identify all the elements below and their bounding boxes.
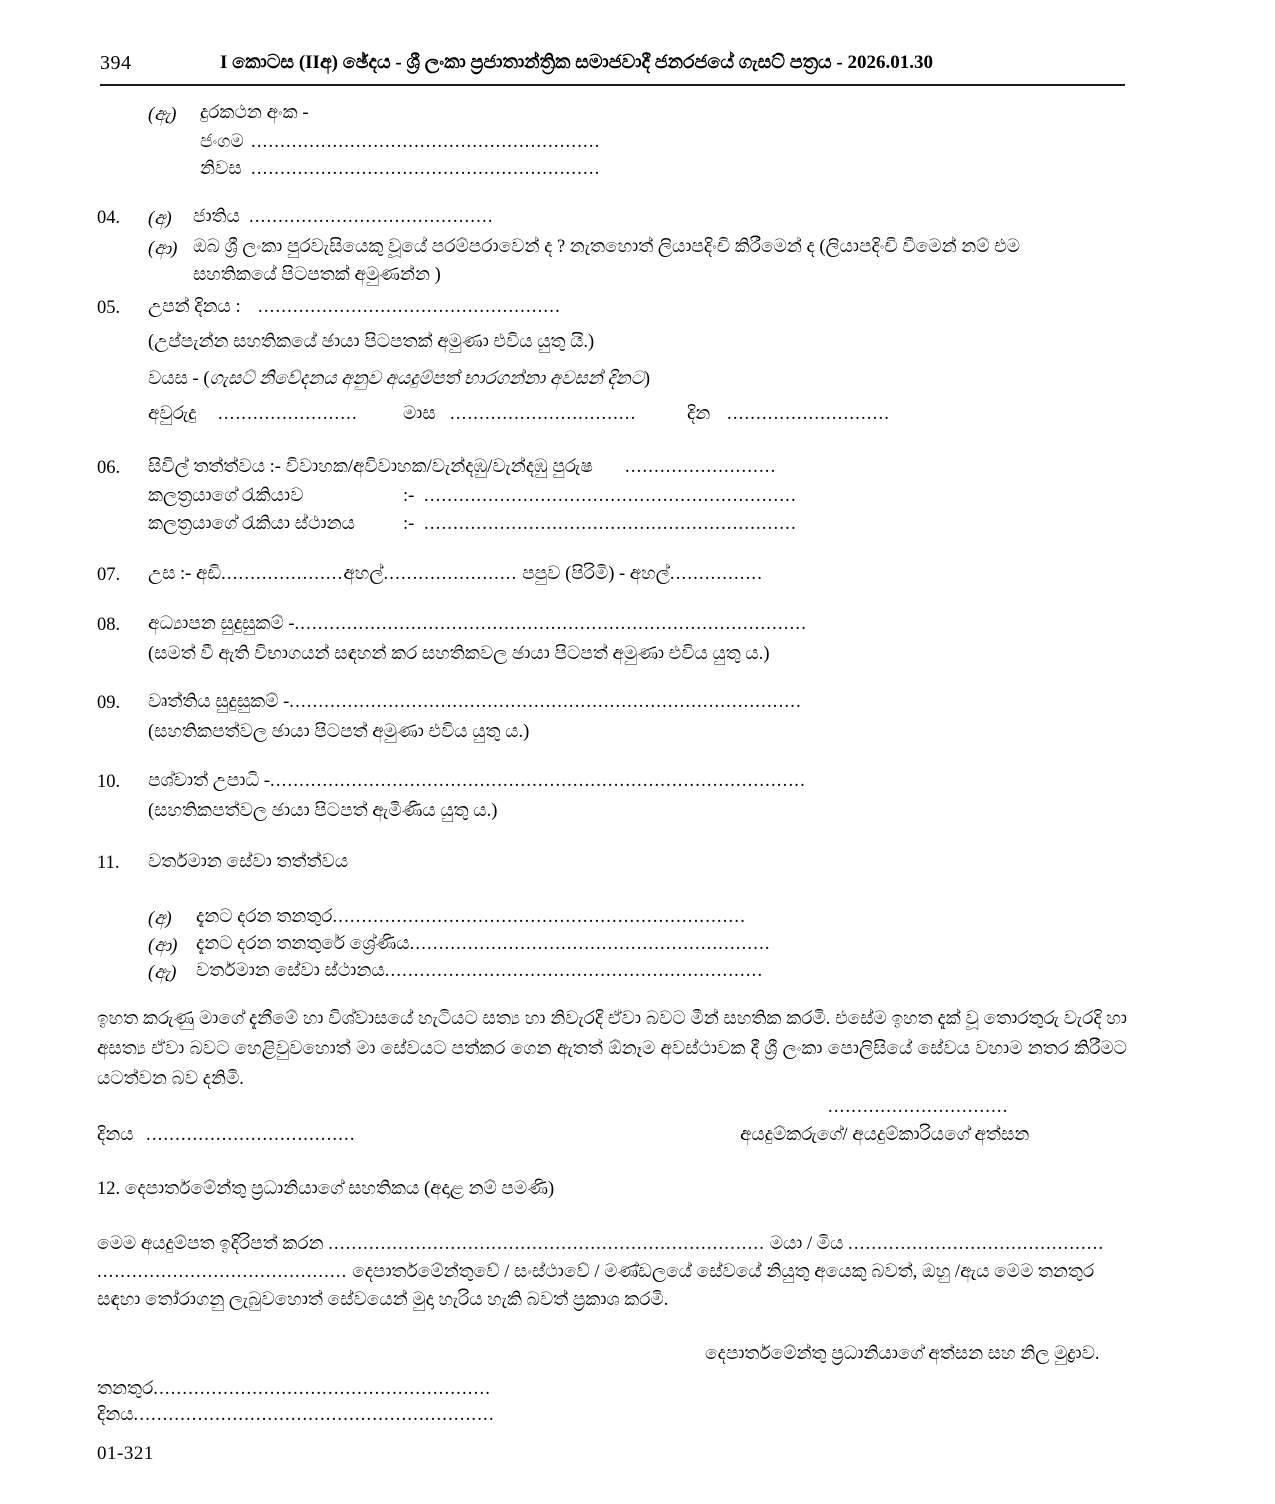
q07-inches-label: අහල් xyxy=(343,564,384,584)
q06-spouse-workplace-field[interactable]: ................................................................ xyxy=(424,514,797,534)
q05-age-line xyxy=(148,370,650,389)
q10-postgrad-line xyxy=(148,772,806,791)
q05-note: (උප්පැන්න සහතිකයේ ඡායා පිටපතක් අමුණා එවිය යුතු යි.) xyxy=(148,332,595,352)
q03c-label: දුරකථන අංක - xyxy=(200,103,309,123)
q04-number: 04. xyxy=(97,208,121,228)
q11-b-line xyxy=(196,935,771,954)
q07-feet-field[interactable]: ..................... xyxy=(221,564,344,584)
q11-a-line xyxy=(196,908,746,927)
q12-heading: 12. දෙපාර්තමේන්තු ප්‍රධානියාගේ සහතිකය (අදාළ නම් පමණි) xyxy=(97,1179,555,1199)
q08-education-line xyxy=(148,615,807,634)
q04-a-field[interactable]: .......................................... xyxy=(249,207,494,227)
q12-post-label: තනතුර xyxy=(97,1379,154,1399)
q12-line3: සඳහා තෝරාගනු ලැබුවහොත් සේවයෙන් මුදා හැරිය හැකි බවත් ප්‍රකාශ කරමි. xyxy=(97,1290,669,1310)
q07-number: 07. xyxy=(97,565,121,585)
q10-field[interactable]: ............................................................................................ xyxy=(270,771,806,791)
q12-post-line xyxy=(97,1380,491,1399)
q08-label: අධ්‍යාපන සුදුසුකම් - xyxy=(148,614,295,634)
q06-spouse-occupation-field[interactable]: ................................................................ xyxy=(424,486,797,506)
q03c-mobile-label: ජංගම xyxy=(200,132,244,152)
q12-department-field[interactable]: ........................................... xyxy=(97,1262,348,1282)
q03c-home-label: නිවස xyxy=(200,159,242,179)
q12-post-field[interactable]: .......................................................... xyxy=(153,1379,492,1399)
dept-head-signature-caption: දෙපාර්තමේන්තු ප්‍රධානියාගේ අත්සන සහ නිල මුද්‍රාව. xyxy=(705,1344,1100,1364)
q11-a-field[interactable]: ....................................................................... xyxy=(332,907,747,927)
q11-a-marker: (අ) xyxy=(148,909,172,929)
q06-civil-status-label: සිවිල් තත්ත්වය :- විවාහක/අවිවාහක/වැන්දඹු/වැන්දඹු පුරුෂ xyxy=(148,457,593,477)
q12-line2-text: දෙපාර්තමේන්තුවේ / සංස්ථාවේ / මණ්ඩලයේ සේවයේ නියුතු අයෙකු බවත්, ඔහු /ඇය මෙම තනතුර xyxy=(352,1262,1095,1282)
q12-date-line xyxy=(97,1406,495,1425)
q12-date-field[interactable]: .............................................................. xyxy=(133,1405,495,1425)
footer-reference-code: 01-321 xyxy=(97,1443,154,1464)
q03c-marker: (ඇ) xyxy=(148,105,177,125)
q08-note: (සමත් වී ඇති විභාගයන් සඳහන් කර සහතිකවල ඡායා පිටපත් අමුණා එවිය යුතු ය.) xyxy=(148,644,770,664)
applicant-signature-caption: අයදුම්කරුගේ/ අයදුම්කාරියගේ අත්සන xyxy=(740,1125,1030,1145)
q11-a-label: දැනට දරන තනතුර xyxy=(196,907,333,927)
q07-label: උස :- අඩි xyxy=(148,564,222,584)
q05-age-prefix: වයස - ( xyxy=(148,369,210,389)
applicant-signature-line[interactable]: ............................... xyxy=(828,1097,1009,1117)
q07-height-line xyxy=(148,565,763,584)
q11-c-line xyxy=(196,962,763,981)
q12-applicant-name-field[interactable]: ........................................................................... xyxy=(328,1234,766,1254)
q11-c-field[interactable]: ................................................................. xyxy=(384,961,764,981)
q03c-mobile-field[interactable]: ............................................................ xyxy=(251,132,601,152)
q08-field[interactable]: ........................................................................................ xyxy=(294,614,808,634)
q05-label: උපන් දිනය : xyxy=(148,297,241,317)
q10-note: (සහතිකපත්වල ඡායා පිටපත් ඇමිණිය යුතු ය.) xyxy=(148,801,498,821)
q06-spouse-occupation-label: කලත්‍රයාගේ රැකියාව xyxy=(148,486,304,506)
header-divider xyxy=(100,84,1125,86)
q12-date-label: දිනය xyxy=(97,1405,134,1425)
q09-vocational-line xyxy=(148,693,802,712)
q06-civil-status-field[interactable]: .......................... xyxy=(625,457,777,477)
q05-months-field[interactable]: ................................ xyxy=(450,404,637,424)
q08-number: 08. xyxy=(97,615,121,635)
q09-number: 09. xyxy=(97,693,121,713)
q04-a-marker: (අ) xyxy=(148,209,172,229)
q04-b-marker: (ආ) xyxy=(148,239,178,259)
q10-number: 10. xyxy=(97,772,121,792)
q04-b-line1: ඔබ ශ්‍රී ලංකා පුරවැසියෙකු වූයේ පරම්පරාවෙන් ද ? නැතහොත් ලියාපදිංචි කිරීමෙන් ද (ලියාපදිංචි වීමෙන් නම් එම xyxy=(193,237,1021,257)
q05-years-field[interactable]: ........................ xyxy=(218,404,358,424)
applicant-date-label: දිනය xyxy=(97,1125,134,1145)
page-header xyxy=(100,52,1125,86)
q09-note: (සහතිකපත්වල ඡායා පිටපත් අමුණා එවිය යුතු ය.) xyxy=(148,722,530,742)
q05-months-label: මාස xyxy=(403,404,436,424)
q12-title-options: මයා / මිය xyxy=(769,1234,844,1254)
q12-line1-text-a: මෙම අයදුම්පත ඉදිරිපත් කරන xyxy=(97,1234,324,1254)
q06-number: 06. xyxy=(97,458,121,478)
q11-label: වර්තමාන සේවා තත්ත්වය xyxy=(148,852,349,872)
q12-line1 xyxy=(97,1235,1104,1254)
q07-chest-label: පපුව (පිරිමි) - අහල් xyxy=(522,564,670,584)
q06-spouse-workplace-label: කලත්‍රයාගේ රැකියා ස්ථානය xyxy=(148,514,355,534)
q07-inches-field[interactable]: ....................... xyxy=(383,564,518,584)
q11-b-field[interactable]: .............................................................. xyxy=(409,934,771,954)
declaration-paragraph: ඉහත කරුණු මාගේ දැනීමේ හා විශ්වාසයේ හැටියට සත්‍ය හා නිවැරදි ඒවා බවට මීන් සහතික කරමි. එසේම ඉහත දැක් වූ තොරතුරු වැරදි හා අසත්‍ය ඒවා බවට හෙළිවුවහොත් මා සේවයට පත්කර ගෙන ඇතත් ඕනෑම අවස්ථාවක දී ශ්‍රී ලංකා පොලිසියේ සේවය වහාම නතර කිරීමට යටත්වන බව දනිමි. xyxy=(97,1009,1127,1089)
q11-number: 11. xyxy=(97,853,120,873)
q09-label: වෘත්තිය සුදුසුකම් - xyxy=(148,692,290,712)
q11-b-label: දැනට දරන තනතුරේ ශ්‍රේණිය xyxy=(196,934,410,954)
page-number: 394 xyxy=(100,52,132,74)
q12-line2 xyxy=(97,1263,1094,1282)
q04-a-label: ජාතිය xyxy=(193,207,240,227)
q11-c-marker: (ඇ) xyxy=(148,963,177,983)
q06-spouse-workplace-colon: :- xyxy=(403,514,415,534)
q12-name-continuation-field[interactable]: ............................................ xyxy=(848,1234,1105,1254)
q03c-home-field[interactable]: ............................................................ xyxy=(251,159,601,179)
q09-field[interactable]: ........................................................................................ xyxy=(289,692,802,712)
q04-b-line2: සහතිකයේ පිටපතක් අමුණන්න ) xyxy=(193,265,441,285)
q10-label: පශ්චාත් උපාධි - xyxy=(148,771,271,791)
q05-age-suffix: ) xyxy=(643,369,651,389)
q05-days-label: දින xyxy=(687,404,711,424)
gazette-header-title: I කොටස (IIඅ) ඡේදය - ශ්‍රී ලංකා ප්‍රජාතාන්ත්‍රික සමාජවාදී ජනරජයේ ගැසට් පත්‍රය - 2026.01.30 xyxy=(220,52,933,73)
q05-number: 05. xyxy=(97,298,121,318)
applicant-date-field[interactable]: .................................... xyxy=(146,1125,356,1145)
q05-days-field[interactable]: ............................ xyxy=(727,404,891,424)
q05-age-italic: ගැසට් නිවේදනය අනුව අයදුම්පත් භාරගන්නා අවසන් දිනට xyxy=(209,369,644,389)
q11-c-label: වර්තමාන සේවා ස්ථානය xyxy=(196,961,385,981)
q07-chest-field[interactable]: ................ xyxy=(669,564,764,584)
q05-years-label: අවුරුදු xyxy=(148,404,197,424)
q06-spouse-occupation-colon: :- xyxy=(403,486,415,506)
q05-dob-field[interactable]: .................................................... xyxy=(258,297,561,317)
q11-b-marker: (ආ) xyxy=(148,936,178,956)
